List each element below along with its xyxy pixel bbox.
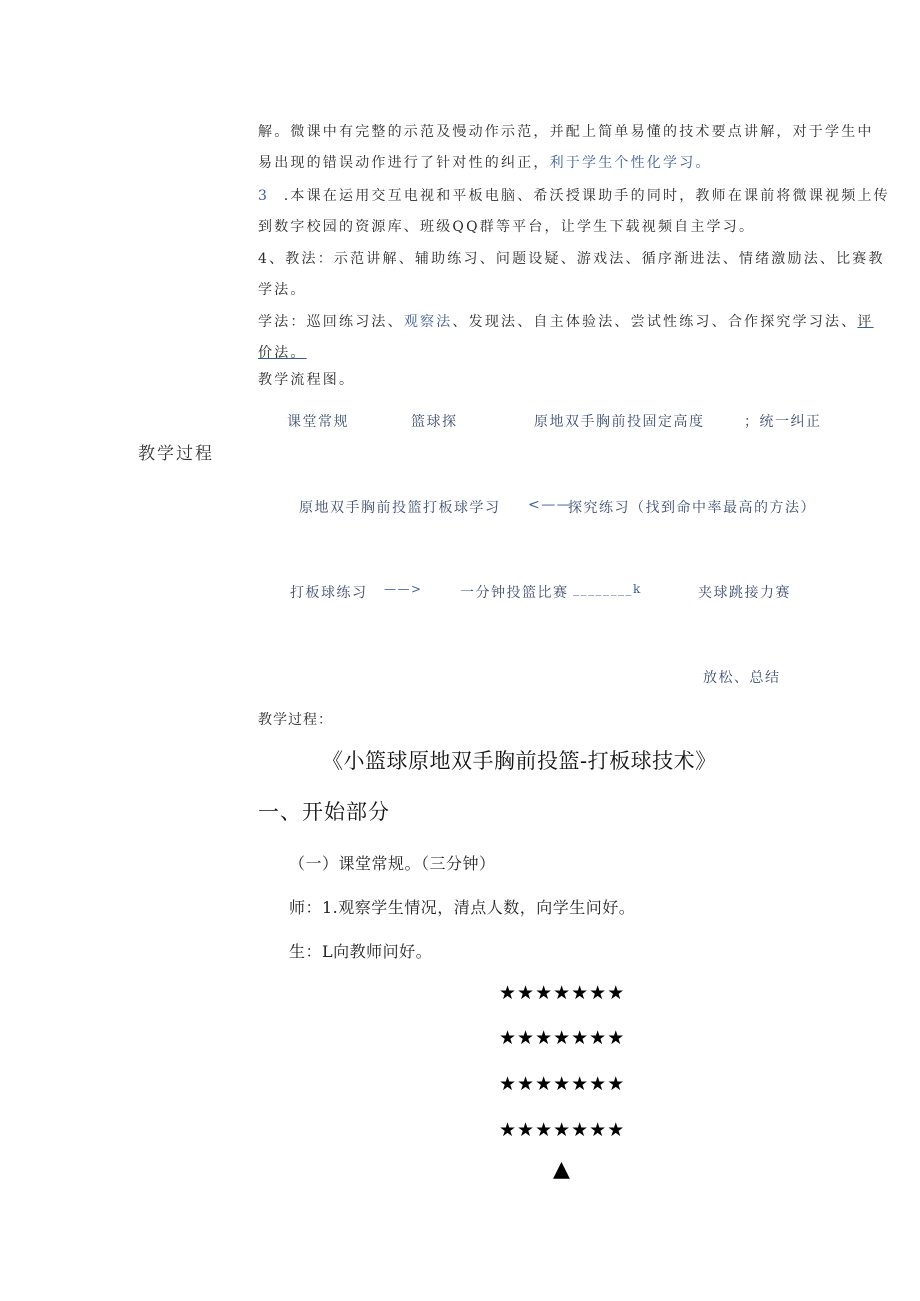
- teacher-line: 师：1.观察学生情况，清点人数，向学生问好。: [289, 898, 636, 917]
- flow-step: 课堂常规: [287, 414, 349, 430]
- paragraph-text-highlight: 观察法: [403, 314, 453, 330]
- student-line: 生：L向教师问好。: [289, 942, 433, 961]
- subsection-heading: （一）课堂常规。（三分钟）: [289, 854, 496, 873]
- flow-arrow-right: ——>: [384, 582, 423, 596]
- flow-step: ；统一纠正: [744, 414, 822, 430]
- paragraph-line: [258, 311, 874, 331]
- paragraph-text-underlined: 评: [857, 314, 874, 330]
- paragraph-text: .本课在运用交互电视和平板电脑、希沃授课助手的同时，教师在课前将微课视频上传: [283, 188, 890, 204]
- flow-step: 原地双手胸前投篮打板球学习: [299, 500, 501, 516]
- paragraph-line: [258, 185, 890, 205]
- paragraph-text-highlight: 利于学生个性化学习。: [549, 155, 712, 171]
- list-number: 3: [258, 188, 270, 204]
- flow-arrow-left: <——: [528, 497, 573, 513]
- flow-step: 原地双手胸前投固定高度: [534, 414, 705, 430]
- section-heading: 一、开始部分: [258, 800, 390, 824]
- flowchart-heading: 教学流程图。: [258, 372, 356, 388]
- paragraph-line: [258, 152, 712, 172]
- paragraph-line: 学法。: [258, 282, 307, 298]
- paragraph-text: 学法：巡回练习法、: [258, 314, 404, 330]
- process-label: 教学过程：: [258, 712, 333, 728]
- flow-step: 放松、总结: [703, 670, 781, 686]
- flowchart-side-label: 教学过程: [138, 444, 214, 464]
- paragraph-line: 价法。: [258, 345, 307, 361]
- formation-row: ★★★★★★★: [499, 1073, 626, 1095]
- flow-step: 一分钟投篮比赛: [460, 585, 569, 601]
- paragraph-line: 到数字校园的资源库、班级QQ群等平台，让学生下载视频自主学习。: [258, 219, 756, 235]
- flow-step: 夹球跳接力赛: [698, 585, 791, 601]
- paragraph-text: 、发现法、自主体验法、尝试性练习、合作探究学习法、: [452, 314, 858, 330]
- formation-row: ★★★★★★★: [499, 1119, 626, 1141]
- flow-step: 打板球练习: [290, 585, 368, 601]
- flow-arrow-right: ________k: [573, 582, 642, 596]
- flow-step: 篮球探: [411, 414, 458, 430]
- formation-row: ★★★★★★★: [499, 1027, 626, 1049]
- lesson-title: 《小篮球原地双手胸前投篮-打板球技术》: [322, 749, 717, 773]
- paragraph-text: 易出现的错误动作进行了针对性的纠正，: [258, 155, 550, 171]
- paragraph-line: 4、教法：示范讲解、辅助练习、问题设疑、游戏法、循序渐进法、情绪激励法、比赛教: [258, 251, 885, 267]
- formation-row: ★★★★★★★: [499, 982, 626, 1004]
- flow-step: 探究练习（找到命中率最高的方法）: [568, 500, 816, 516]
- teacher-marker-icon: ▲: [553, 1157, 570, 1182]
- paragraph-line: 解。微课中有完整的示范及慢动作示范，并配上简单易懂的技术要点讲解，对于学生中: [258, 124, 874, 140]
